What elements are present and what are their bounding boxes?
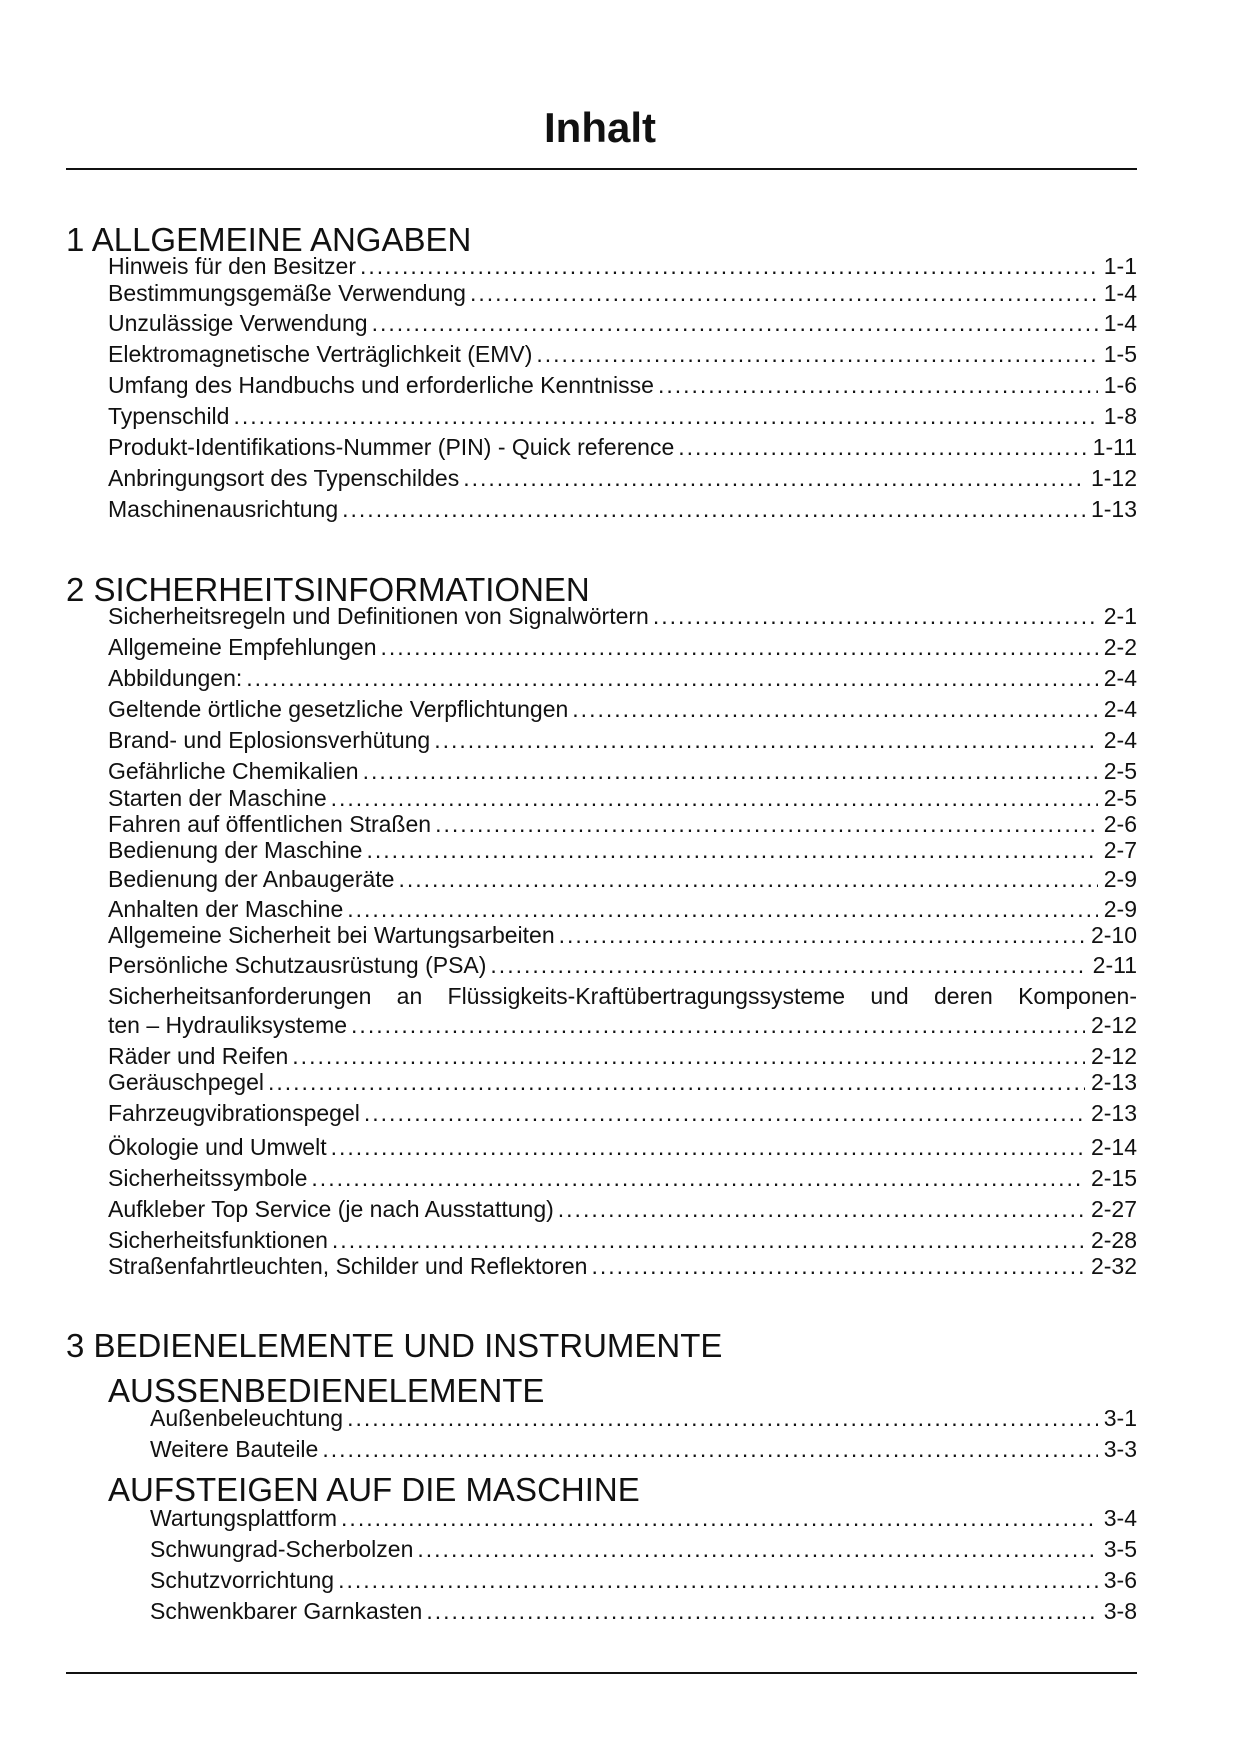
toc-entry[interactable] <box>108 952 1137 978</box>
dot-leader <box>572 696 1097 722</box>
toc-entry[interactable] <box>150 1405 1137 1431</box>
toc-entry-label: Schwenkbarer Garnkasten <box>150 1598 423 1624</box>
toc-entry-label: Aufkleber Top Service (je nach Ausstattung) <box>108 1196 554 1222</box>
toc-entry[interactable] <box>108 372 1137 398</box>
toc-entry-page: 2-9 <box>1103 896 1137 922</box>
toc-entry-label-line1: Sicherheitsanforderungen an Flüssigkeits-Kraftübertragungssysteme und deren Komponen- <box>108 983 1137 1009</box>
dot-leader <box>417 1536 1097 1562</box>
dot-leader <box>322 1436 1097 1462</box>
toc-entry-label: Geltende örtliche gesetzliche Verpflichtungen <box>108 696 569 722</box>
toc-entry-label: Starten der Maschine <box>108 785 327 811</box>
toc-entry-page: 2-12 <box>1090 1012 1137 1038</box>
toc-entry-label: Allgemeine Sicherheit bei Wartungsarbeiten <box>108 922 555 948</box>
toc-entry[interactable] <box>150 1598 1137 1624</box>
dot-leader <box>366 837 1097 863</box>
dot-leader <box>463 465 1085 491</box>
toc-entry-page: 2-4 <box>1103 665 1137 691</box>
toc-entry-label: ten – Hydrauliksysteme <box>108 1012 348 1038</box>
toc-entry[interactable] <box>108 1196 1137 1222</box>
toc-entry-page: 2-12 <box>1090 1043 1137 1069</box>
dot-leader <box>536 341 1097 367</box>
toc-entry-label: Weitere Bauteile <box>150 1436 319 1462</box>
toc-entry-label: Räder und Reifen <box>108 1043 289 1069</box>
toc-entry-label: Brand- und Eplosionsverhütung <box>108 727 431 753</box>
toc-entry-page: 1-8 <box>1103 403 1137 429</box>
toc-entry-label: Unzulässige Verwendung <box>108 310 368 336</box>
toc-entry[interactable] <box>108 758 1137 784</box>
toc-entry[interactable] <box>108 1253 1137 1279</box>
toc-entry[interactable] <box>108 896 1137 922</box>
dot-leader <box>426 1598 1097 1624</box>
toc-entry-page: 1-11 <box>1092 434 1137 460</box>
toc-entry[interactable] <box>108 1227 1137 1253</box>
dot-leader <box>246 665 1097 691</box>
toc-entry[interactable] <box>108 837 1137 863</box>
toc-entry-label: Anhalten der Maschine <box>108 896 344 922</box>
toc-entry-label: Elektromagnetische Verträglichkeit (EMV) <box>108 341 533 367</box>
dot-leader <box>332 1227 1085 1253</box>
toc-entry-label: Wartungsplattform <box>150 1505 338 1531</box>
dot-leader <box>347 896 1097 922</box>
toc-entry-page: 2-14 <box>1090 1134 1137 1160</box>
toc-entry[interactable] <box>108 465 1137 491</box>
toc-entry[interactable] <box>108 310 1137 336</box>
toc-entry[interactable] <box>150 1536 1137 1562</box>
dot-leader <box>591 1253 1085 1279</box>
toc-entry-label: Bestimmungsgemäße Verwendung <box>108 280 466 306</box>
toc-entry-page: 3-4 <box>1103 1505 1137 1531</box>
toc-entry-label: Ökologie und Umwelt <box>108 1134 327 1160</box>
toc-entry[interactable] <box>108 1134 1137 1160</box>
toc-entry-page: 2-9 <box>1103 866 1137 892</box>
subsection-heading: AUFSTEIGEN AUF DIE MASCHINE <box>108 1471 640 1508</box>
toc-entry-page: 2-5 <box>1103 785 1137 811</box>
toc-entry-page: 2-7 <box>1103 837 1137 863</box>
toc-entry[interactable] <box>108 1043 1137 1069</box>
toc-entry[interactable] <box>108 922 1137 948</box>
dot-leader <box>372 310 1098 336</box>
toc-entry-page: 3-5 <box>1103 1536 1137 1562</box>
toc-entry-label: Produkt-Identifikations-Nummer (PIN) - Quick reference <box>108 434 675 460</box>
toc-entry-label: Fahrzeugvibrationspegel <box>108 1100 360 1126</box>
toc-entry-page: 3-8 <box>1103 1598 1137 1624</box>
toc-entry-page: 2-15 <box>1090 1165 1137 1191</box>
toc-entry-page: 1-5 <box>1103 341 1137 367</box>
subsection-heading: AUSSENBEDIENELEMENTE <box>108 1372 545 1409</box>
dot-leader <box>347 1405 1098 1431</box>
dot-leader <box>360 253 1098 279</box>
toc-entry-page: 1-13 <box>1090 496 1137 522</box>
dot-leader <box>490 952 1086 978</box>
toc-entry-page: 3-6 <box>1103 1567 1137 1593</box>
dot-leader <box>268 1069 1085 1095</box>
toc-entry[interactable] <box>108 1012 1137 1038</box>
toc-entry[interactable] <box>108 665 1137 691</box>
dot-leader <box>658 372 1098 398</box>
dot-leader <box>292 1043 1085 1069</box>
toc-entry-page: 2-32 <box>1090 1253 1137 1279</box>
dot-leader <box>558 1196 1085 1222</box>
toc-entry-page: 2-2 <box>1103 634 1137 660</box>
toc-entry[interactable] <box>108 811 1137 837</box>
toc-entry-label: Außenbeleuchtung <box>150 1405 344 1431</box>
toc-entry[interactable] <box>108 1100 1137 1126</box>
toc-entry-label: Anbringungsort des Typenschildes <box>108 465 460 491</box>
dot-leader <box>653 603 1098 629</box>
toc-entry-page: 2-11 <box>1092 952 1137 978</box>
toc-entry[interactable] <box>108 280 1137 306</box>
toc-entry-label: Maschinenausrichtung <box>108 496 339 522</box>
dot-leader <box>363 758 1098 784</box>
toc-entry-label: Persönliche Schutzausrüstung (PSA) <box>108 952 487 978</box>
toc-entry[interactable] <box>150 1505 1137 1531</box>
dot-leader <box>364 1100 1085 1126</box>
dot-leader <box>233 403 1097 429</box>
toc-entry-page: 2-6 <box>1103 811 1137 837</box>
toc-entry[interactable] <box>108 634 1137 660</box>
toc-entry-label: Typenschild <box>108 403 230 429</box>
dot-leader <box>678 434 1086 460</box>
toc-entry-label: Schutzvorrichtung <box>150 1567 335 1593</box>
toc-entry-page: 3-3 <box>1103 1436 1137 1462</box>
dot-leader <box>341 1505 1098 1531</box>
toc-entry[interactable] <box>108 727 1137 753</box>
toc-entry-page: 1-4 <box>1103 310 1137 336</box>
dot-leader <box>435 811 1098 837</box>
page-title: Inhalt <box>544 104 656 151</box>
dot-leader <box>559 922 1085 948</box>
toc-entry-label: Geräuschpegel <box>108 1069 264 1095</box>
dot-leader <box>434 727 1098 753</box>
dot-leader <box>331 1134 1085 1160</box>
section-heading-3: 3 BEDIENELEMENTE UND INSTRUMENTE <box>66 1327 723 1364</box>
toc-entry-label: Gefährliche Chemikalien <box>108 758 359 784</box>
toc-entry-page: 1-12 <box>1090 465 1137 491</box>
toc-entry[interactable] <box>108 1069 1137 1095</box>
toc-entry-label: Hinweis für den Besitzer <box>108 253 356 279</box>
toc-entry-label: Straßenfahrtleuchten, Schilder und Reflektoren <box>108 1253 588 1279</box>
toc-entry-page: 2-13 <box>1090 1069 1137 1095</box>
toc-entry-label: Sicherheitssymbole <box>108 1165 308 1191</box>
toc-entry-label: Allgemeine Empfehlungen <box>108 634 377 660</box>
toc-entry[interactable] <box>150 1436 1137 1462</box>
toc-entry-page: 2-5 <box>1103 758 1137 784</box>
dot-leader <box>331 785 1098 811</box>
dot-leader <box>351 1012 1085 1038</box>
toc-entry[interactable] <box>108 253 1137 279</box>
section-heading-2: 2 SICHERHEITSINFORMATIONEN <box>66 571 590 608</box>
dot-leader <box>398 866 1097 892</box>
top-divider <box>66 168 1137 170</box>
toc-entry-label: Sicherheitsregeln und Definitionen von Signalwörtern <box>108 603 649 629</box>
dot-leader <box>338 1567 1098 1593</box>
toc-entry[interactable] <box>108 1165 1137 1191</box>
section-heading-1: 1 ALLGEMEINE ANGABEN <box>66 221 472 258</box>
bottom-divider <box>66 1672 1137 1674</box>
toc-entry-page: 1-1 <box>1103 253 1137 279</box>
toc-entry-label: Abbildungen: <box>108 665 243 691</box>
toc-entry-label: Sicherheitsfunktionen <box>108 1227 328 1253</box>
toc-entry-label: Fahren auf öffentlichen Straßen <box>108 811 432 837</box>
toc-entry-label: Schwungrad-Scherbolzen <box>150 1536 414 1562</box>
toc-entry-page: 3-1 <box>1103 1405 1137 1431</box>
toc-entry[interactable] <box>108 341 1137 367</box>
toc-entry[interactable] <box>108 434 1137 460</box>
toc-entry[interactable] <box>108 403 1137 429</box>
toc-entry-page: 1-4 <box>1103 280 1137 306</box>
dot-leader <box>470 280 1098 306</box>
toc-entry[interactable] <box>108 603 1137 629</box>
toc-entry-page: 2-4 <box>1103 727 1137 753</box>
dot-leader <box>381 634 1098 660</box>
toc-entry[interactable] <box>108 496 1137 522</box>
dot-leader <box>311 1165 1085 1191</box>
toc-entry-page: 2-13 <box>1090 1100 1137 1126</box>
toc-entry[interactable] <box>108 696 1137 722</box>
toc-entry[interactable] <box>108 866 1137 892</box>
toc-entry-label: Bedienung der Anbaugeräte <box>108 866 395 892</box>
toc-entry-label: Bedienung der Maschine <box>108 837 363 863</box>
toc-entry-page: 2-28 <box>1090 1227 1137 1253</box>
dot-leader <box>342 496 1085 522</box>
toc-entry[interactable] <box>150 1567 1137 1593</box>
toc-entry-page: 2-10 <box>1090 922 1137 948</box>
toc-entry-page: 2-1 <box>1103 603 1137 629</box>
toc-entry-page: 2-4 <box>1103 696 1137 722</box>
toc-entry-page: 2-27 <box>1090 1196 1137 1222</box>
toc-entry-page: 1-6 <box>1103 372 1137 398</box>
toc-entry-label: Umfang des Handbuchs und erforderliche Kenntnisse <box>108 372 654 398</box>
toc-entry[interactable] <box>108 785 1137 811</box>
